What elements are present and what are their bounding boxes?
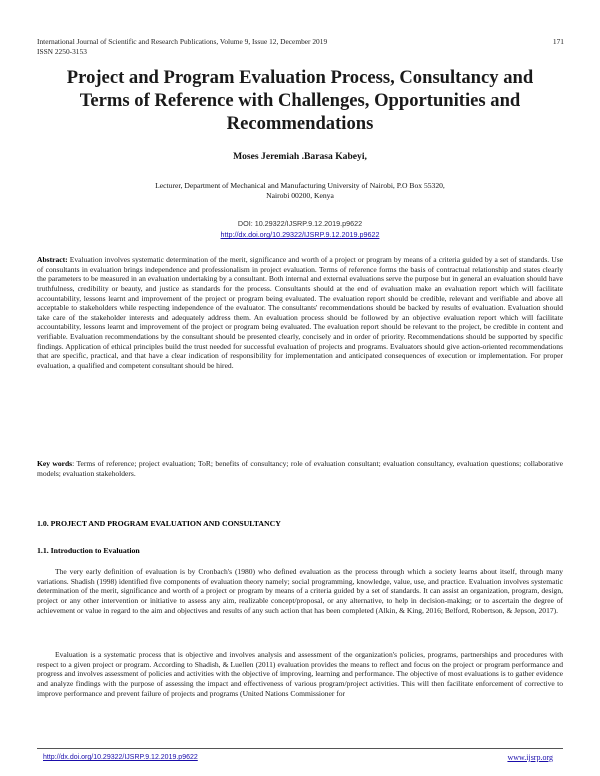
abstract-text: Evaluation involves systematic determination of the merit, significance and worth of a project or program by means of a criteria guided by a set of standards. Use of consultants in evaluation brings independence and professionalism in project evaluation. Terms of reference forms the basis of contractual relationship and states clearly the parameters to be measured in an evaluation undertaking by a consultant. Both internal and external evaluations serve the purpose but in general an evaluation should have truthfulness, credibility or beauty, and justice as standards for the process. Consultants should at the end of evaluation make an evaluation report which will facilitate accountability, lessons learnt and improvement of the project or program being evaluated. The evaluation report should be credible, relevant and verifiable and above all acceptable to stakeholders while respecting independence of the evaluator. The consultants' recommendations should be backed by results of evaluation. Evaluation should take care of the stakeholder interests and adequately address them. An evaluation process should be followed by an objective evaluation report which will facilitate accountability, lessons learnt and improvement of the project or program being evaluated. The evaluation report should be relevant to the project, be credible in content and verifiable. Evaluation recommendations by the consultant should be presented clearly, concisely and in order of priority. Recommendations should be supported by specific findings. Application of ethical principles build the trust needed for successful evaluation of projects and programs. Evaluators should give action-oriented recommendations that are specific, practical, and that have a clear indication of responsibility for implementation and anticipated consequences of execution or implementation. For proper evaluation, a qualified and competent consultant should be hired. <box>37 255 563 370</box>
author: Moses Jeremiah .Barasa Kabeyi, <box>233 151 367 162</box>
subsection-heading: 1.1. Introduction to Evaluation <box>37 546 140 555</box>
doi-link[interactable]: http://dx.doi.org/10.29322/IJSRP.9.12.2019.p9622 <box>220 230 380 239</box>
issn: ISSN 2250-3153 <box>37 46 87 56</box>
footer-site-link[interactable]: www.ijsrp.org <box>507 753 553 762</box>
doi-text: DOI: 10.29322/IJSRP.9.12.2019.p9622 <box>237 219 363 228</box>
abstract-label: Abstract: <box>37 255 68 264</box>
keywords-label: Key words <box>37 459 73 468</box>
footer-doi-link[interactable]: http://dx.doi.org/10.29322/IJSRP.9.12.2019.p9622 <box>43 754 198 761</box>
affiliation-line-2: Nairobi 00200, Kenya <box>266 191 334 201</box>
keywords <box>37 459 563 478</box>
abstract <box>37 255 563 371</box>
journal-line: International Journal of Scientific and Research Publications, Volume 9, Issue 12, December 2019 <box>37 37 328 46</box>
journal-header <box>37 37 327 56</box>
body-paragraph-2: Evaluation is a systematic process that is objective and involves analysis and assessment of the organization's policies, programs, partnerships and procedures with respect to a given project or program. According to Shadish, & Luellen (2011) evaluation provides the means to reflect and focus on the project or program performance and progress and involves assessment of policies and activities with the objective of improving, learning and performance. The objective of most evaluations is to gather evidence and analyze findings with the purpose of assessing the impact and effectiveness of various program/project activities. This will then facilitate enforcement of corrective to improve performance and prevent failure of projects and programs (United Nations Commissioner for <box>37 650 563 698</box>
footer-divider <box>37 748 563 749</box>
affiliation-line-1: Lecturer, Department of Mechanical and Manufacturing University of Nairobi, P.O Box 55320, <box>155 181 445 190</box>
section-heading: 1.0. PROJECT AND PROGRAM EVALUATION AND CONSULTANCY <box>37 519 281 528</box>
doi-block <box>0 218 600 240</box>
keywords-text: : Terms of reference; project evaluation; ToR; benefits of consultancy; role of evaluation consultant; evaluation consultancy, evaluation questions; collaborative models; evaluation stakeholders. <box>37 459 563 478</box>
body-paragraph-1: The very early definition of evaluation is by Cronbach's (1980) who defined evaluation as the process through which a society learns about itself, through many variations. Shadish (1998) identified five components of evaluation theory namely; social programming, knowledge, value, use, and practice. Evaluation involves systematic determination of the merit, significance and worth of a project or program by means of a criteria guided by a set of standards. It can assist an organization, program, design, project or any other intervention or initiative to assess any aim, realizable concept/proposal, or any alternative, to help in decision-making; or to ascertain the degree of achievement or value in regard to the aim and objectives and results of any such action that has been completed (Alkin, & King, 2016; Belford, Robertson, & Jepson, 2017). <box>37 567 563 615</box>
paper-title: Project and Program Evaluation Process, Consultancy and Terms of Reference with Challenges, Opportunities and Recommendations <box>66 67 534 134</box>
affiliation <box>0 181 600 201</box>
page-number: 171 <box>552 37 564 46</box>
